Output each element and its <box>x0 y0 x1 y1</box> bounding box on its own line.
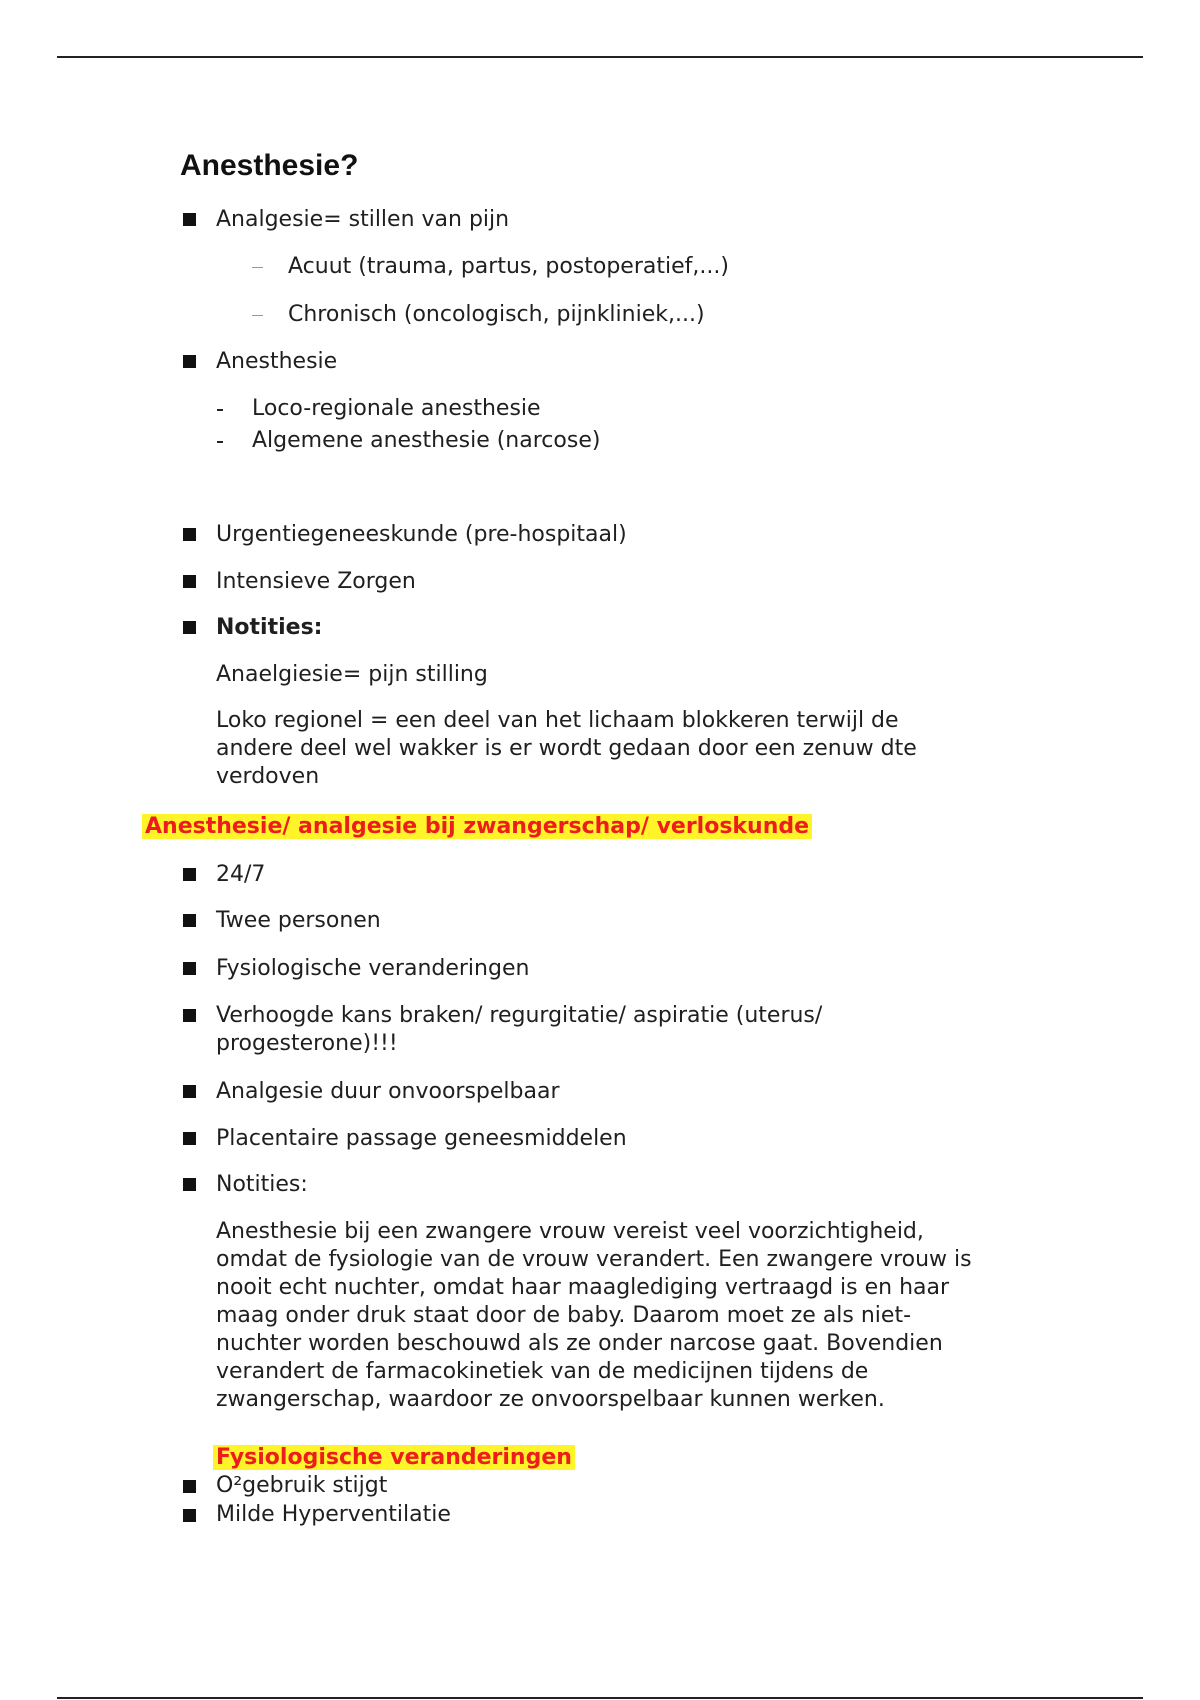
square-bullet-icon <box>183 355 196 368</box>
list-item-fysiologische: Fysiologische veranderingen <box>216 956 530 981</box>
list-item-notities: Notities: <box>216 615 323 640</box>
list-item-notities-2: Notities: <box>216 1172 308 1197</box>
page-title: Anesthesie? <box>180 149 359 182</box>
sub-item-algemene: Algemene anesthesie (narcose) <box>252 428 601 453</box>
highlighted-heading: Anesthesie/ analgesie bij zwangerschap/ verloskunde <box>142 814 812 839</box>
note-anaelgiesie: Anaelgiesie= pijn stilling <box>216 662 488 687</box>
list-item-urgentie: Urgentiegeneeskunde (pre-hospitaal) <box>216 522 627 547</box>
sub-item-chronisch: Chronisch (oncologisch, pijnkliniek,...) <box>288 302 705 327</box>
note-line: andere deel wel wakker is er wordt gedaan door een zenuw dte <box>216 736 917 761</box>
list-item-analgesie: Analgesie= stillen van pijn <box>216 207 510 232</box>
list-item-placentaire: Placentaire passage geneesmiddelen <box>216 1126 627 1151</box>
hyphen-bullet-icon <box>217 441 223 443</box>
note-line: verdoven <box>216 764 320 789</box>
square-bullet-icon <box>183 1480 196 1493</box>
note-zwangere-vrouw <box>216 1218 1076 1414</box>
note-line: nuchter worden beschouwd als ze onder narcose gaat. Bovendien <box>216 1331 943 1356</box>
section-heading-fysiologische <box>213 1444 575 1472</box>
list-item-verhoogde-kans <box>216 1002 822 1058</box>
dash-bullet-icon <box>252 267 263 268</box>
note-line: Anesthesie bij een zwangere vrouw vereist veel voorzichtigheid, <box>216 1219 924 1244</box>
list-item-24-7: 24/7 <box>216 862 266 887</box>
square-bullet-icon <box>183 1178 196 1191</box>
sub-item-loco-regionale: Loco-regionale anesthesie <box>252 396 541 421</box>
section-heading-zwangerschap <box>142 813 812 841</box>
list-item-intensieve-zorgen: Intensieve Zorgen <box>216 569 416 594</box>
square-bullet-icon <box>183 528 196 541</box>
square-bullet-icon <box>183 868 196 881</box>
note-line: zwangerschap, waardoor ze onvoorspelbaar kunnen werken. <box>216 1387 885 1412</box>
square-bullet-icon <box>183 1132 196 1145</box>
note-line: Loko regionel = een deel van het lichaam blokkeren terwijl de <box>216 708 899 733</box>
note-line: maag onder druk staat door de baby. Daarom moet ze als niet- <box>216 1303 912 1328</box>
highlighted-heading: Fysiologische veranderingen <box>213 1445 575 1470</box>
note-loko-regionel <box>216 707 917 791</box>
square-bullet-icon <box>183 1085 196 1098</box>
hyphen-bullet-icon <box>217 409 223 411</box>
sub-item-acuut: Acuut (trauma, partus, postoperatief,...) <box>288 254 729 279</box>
footer-rule <box>57 1697 1143 1699</box>
note-line: omdat de fysiologie van de vrouw verandert. Een zwangere vrouw is <box>216 1247 972 1272</box>
list-item-twee-personen: Twee personen <box>216 908 381 933</box>
list-item-line: progesterone)!!! <box>216 1031 398 1056</box>
square-bullet-icon <box>183 1509 196 1522</box>
list-item-anesthesie: Anesthesie <box>216 349 338 374</box>
square-bullet-icon <box>183 1009 196 1022</box>
header-rule <box>57 56 1143 58</box>
list-item-o2-gebruik: O²gebruik stijgt <box>216 1473 388 1498</box>
square-bullet-icon <box>183 213 196 226</box>
square-bullet-icon <box>183 621 196 634</box>
list-item-analgesie-duur: Analgesie duur onvoorspelbaar <box>216 1079 560 1104</box>
note-line: verandert de farmacokinetiek van de medicijnen tijdens de <box>216 1359 869 1384</box>
note-line: nooit echt nuchter, omdat haar maaglediging vertraagd is en haar <box>216 1275 950 1300</box>
dash-bullet-icon <box>252 315 263 316</box>
square-bullet-icon <box>183 575 196 588</box>
list-item-line: Verhoogde kans braken/ regurgitatie/ aspiratie (uterus/ <box>216 1003 823 1028</box>
square-bullet-icon <box>183 914 196 927</box>
list-item-hyperventilatie: Milde Hyperventilatie <box>216 1502 451 1527</box>
square-bullet-icon <box>183 962 196 975</box>
